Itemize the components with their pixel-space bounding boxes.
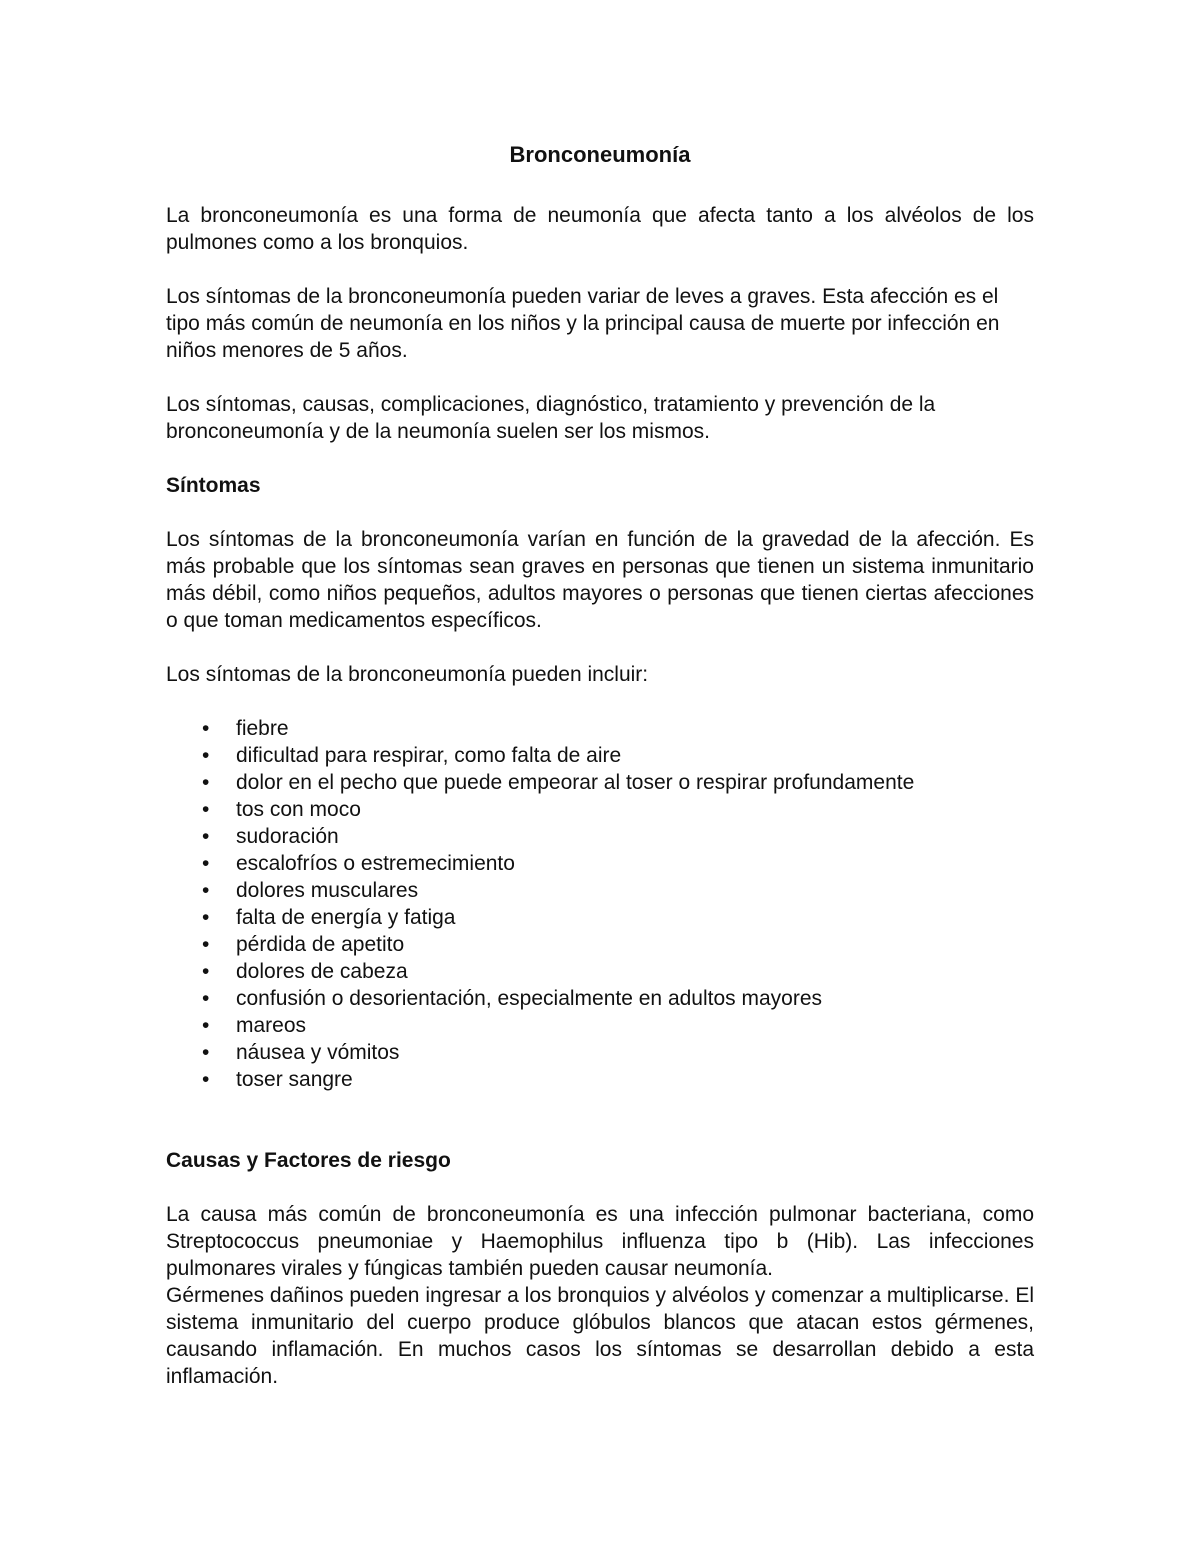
causas-paragraph-2: Gérmenes dañinos pueden ingresar a los bronquios y alvéolos y comenzar a multiplicarse. El sistema inmunitario del cuerpo produce glóbulos blancos que atacan estos gérmenes, causando inflamación. En muchos casos los síntomas se desarrollan debido a esta inflamación. <box>166 1284 1034 1388</box>
intro-paragraph-3: Los síntomas, causas, complicaciones, diagnóstico, tratamiento y prevención de la bronconeumonía y de la neumonía suelen ser los mismos. <box>166 393 936 443</box>
list-item: • sudoración <box>236 823 1034 850</box>
list-item: • mareos <box>236 1012 1034 1039</box>
sintomas-list <box>166 715 1034 1093</box>
document-page <box>166 140 1034 1417</box>
intro-paragraph-2: Los síntomas de la bronconeumonía pueden variar de leves a graves. Esta afección es el tipo más común de neumonía en los niños y la principal causa de muerte por infección en niños menores de 5 años. <box>166 285 1000 362</box>
list-item: • dificultad para respirar, como falta de aire <box>236 742 1034 769</box>
list-item: • pérdida de apetito <box>236 931 1034 958</box>
sintomas-list-intro: Los síntomas de la bronconeumonía pueden incluir: <box>166 663 649 686</box>
list-item: • dolor en el pecho que puede empeorar al toser o respirar profundamente <box>236 769 1034 796</box>
list-item: • falta de energía y fatiga <box>236 904 1034 931</box>
list-item: • escalofríos o estremecimiento <box>236 850 1034 877</box>
list-item: • náusea y vómitos <box>236 1039 1034 1066</box>
causas-paragraph-1: La causa más común de bronconeumonía es una infección pulmonar bacteriana, como Streptococcus pneumoniae y Haemophilus influenza tipo b (Hib). Las infecciones pulmonares virales y fúngicas también pueden causar neumonía. <box>166 1203 1034 1280</box>
section-heading-causas: Causas y Factores de riesgo <box>166 1149 451 1172</box>
list-item: • fiebre <box>236 715 1034 742</box>
document-title: Bronconeumonía <box>509 142 691 167</box>
sintomas-paragraph: Los síntomas de la bronconeumonía varían en función de la gravedad de la afección. Es más probable que los síntomas sean graves en personas que tienen un sistema inmunitario más débil, como niños pequeños, adultos mayores o personas que tienen ciertas afecciones o que toman medicamentos específicos. <box>166 528 1034 632</box>
section-spacer <box>166 1120 1034 1147</box>
intro-paragraph-1: La bronconeumonía es una forma de neumonía que afecta tanto a los alvéolos de los pulmones como a los bronquios. <box>166 204 1034 254</box>
list-item: • confusión o desorientación, especialmente en adultos mayores <box>236 985 1034 1012</box>
section-heading-sintomas: Síntomas <box>166 474 261 497</box>
list-item: • dolores de cabeza <box>236 958 1034 985</box>
list-item: • dolores musculares <box>236 877 1034 904</box>
list-item: • tos con moco <box>236 796 1034 823</box>
list-item: • toser sangre <box>236 1066 1034 1093</box>
